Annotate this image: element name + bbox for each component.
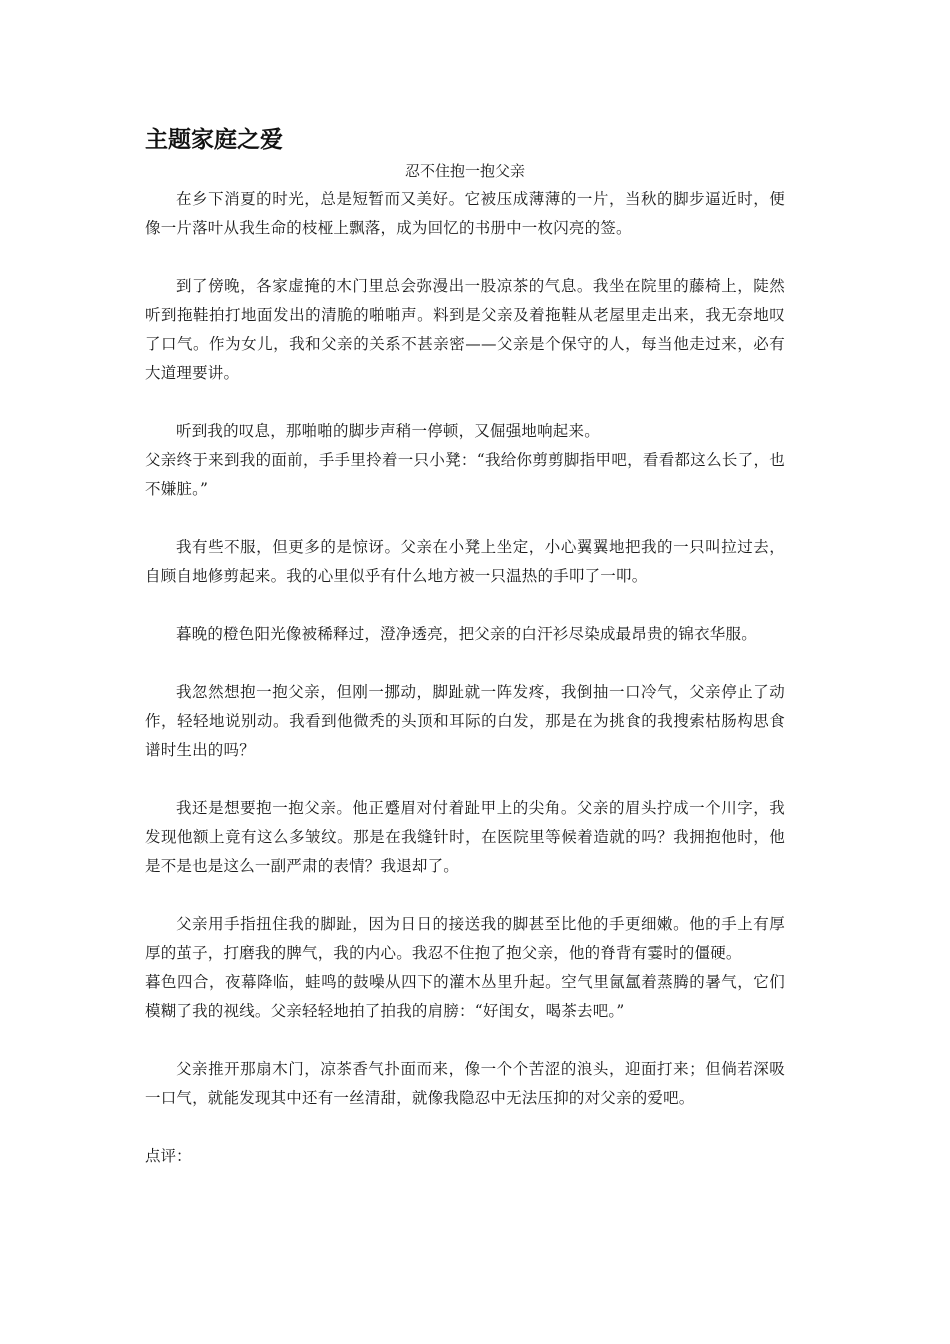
paragraph-11: 父亲推开那扇木门，凉茶香气扑面而来，像一个个苦涩的浪头，迎面打来；但倘若深吸一口气，就能发现其中还有一丝清甜，就像我隐忍中无法压抑的对父亲的爱吧。	[145, 1060, 785, 1107]
paragraph-4: 父亲终于来到我的面前，手手里拎着一只小凳：“我给你剪剪脚指甲吧，看看都这么长了，也不嫌脏。”	[145, 451, 785, 498]
comment-label: 点评：	[145, 1147, 192, 1165]
document-heading: 主题家庭之爱	[145, 127, 283, 153]
paragraph-2: 到了傍晚，各家虚掩的木门里总会弥漫出一股凉茶的气息。我坐在院里的藤椅上，陡然听到拖鞋拍打地面发出的清脆的啪啪声。料到是父亲及着拖鞋从老屋里走出来，我无奈地叹了口气。作为女儿，我和父亲的关系不甚亲密——父亲是个保守的人，每当他走过来，必有大道理要讲。	[145, 277, 785, 382]
paragraph-1: 在乡下消夏的时光，总是短暂而又美好。它被压成薄薄的一片，当秋的脚步逼近时，便像一片落叶从我生命的枝桠上飘落，成为回忆的书册中一枚闪亮的签。	[145, 190, 785, 237]
paragraph-5: 我有些不服，但更多的是惊讶。父亲在小凳上坐定，小心翼翼地把我的一只叫拉过去，自顾自地修剪起来。我的心里似乎有什么地方被一只温热的手叩了一叩。	[145, 538, 785, 585]
document-page	[145, 122, 785, 1171]
paragraph-9: 父亲用手指扭住我的脚趾，因为日日的接送我的脚甚至比他的手更细嫩。他的手上有厚厚的茧子，打磨我的脾气，我的内心。我忍不住抱了抱父亲，他的脊背有霎时的僵硬。	[145, 915, 785, 962]
essay-title: 忍不住抱一抱父亲	[404, 162, 525, 180]
paragraph-10: 暮色四合，夜幕降临，蛙鸣的鼓噪从四下的灌木丛里升起。空气里氤氲着蒸腾的暑气，它们模糊了我的视线。父亲轻轻地拍了拍我的肩膀：“好闺女，喝茶去吧。”	[145, 973, 785, 1020]
paragraph-7: 我忽然想抱一抱父亲，但刚一挪动，脚趾就一阵发疼，我倒抽一口冷气，父亲停止了动作，轻轻地说别动。我看到他微秃的头顶和耳际的白发，那是在为挑食的我搜索枯肠构思食谱时生出的吗？	[145, 683, 785, 759]
paragraph-3: 听到我的叹息，那啪啪的脚步声稍一停顿，又倔强地响起来。	[176, 422, 600, 440]
paragraph-6: 暮晚的橙色阳光像被稀释过，澄净透亮，把父亲的白汗衫尽染成最昂贵的锦衣华服。	[176, 625, 757, 643]
paragraph-8: 我还是想要抱一抱父亲。他正蹙眉对付着趾甲上的尖角。父亲的眉头拧成一个川字，我发现他额上竟有这么多皱纹。那是在我缝针时，在医院里等候着造就的吗？我拥抱他时，他是不是也是这么一副严肃的表情？我退却了。	[145, 799, 785, 875]
